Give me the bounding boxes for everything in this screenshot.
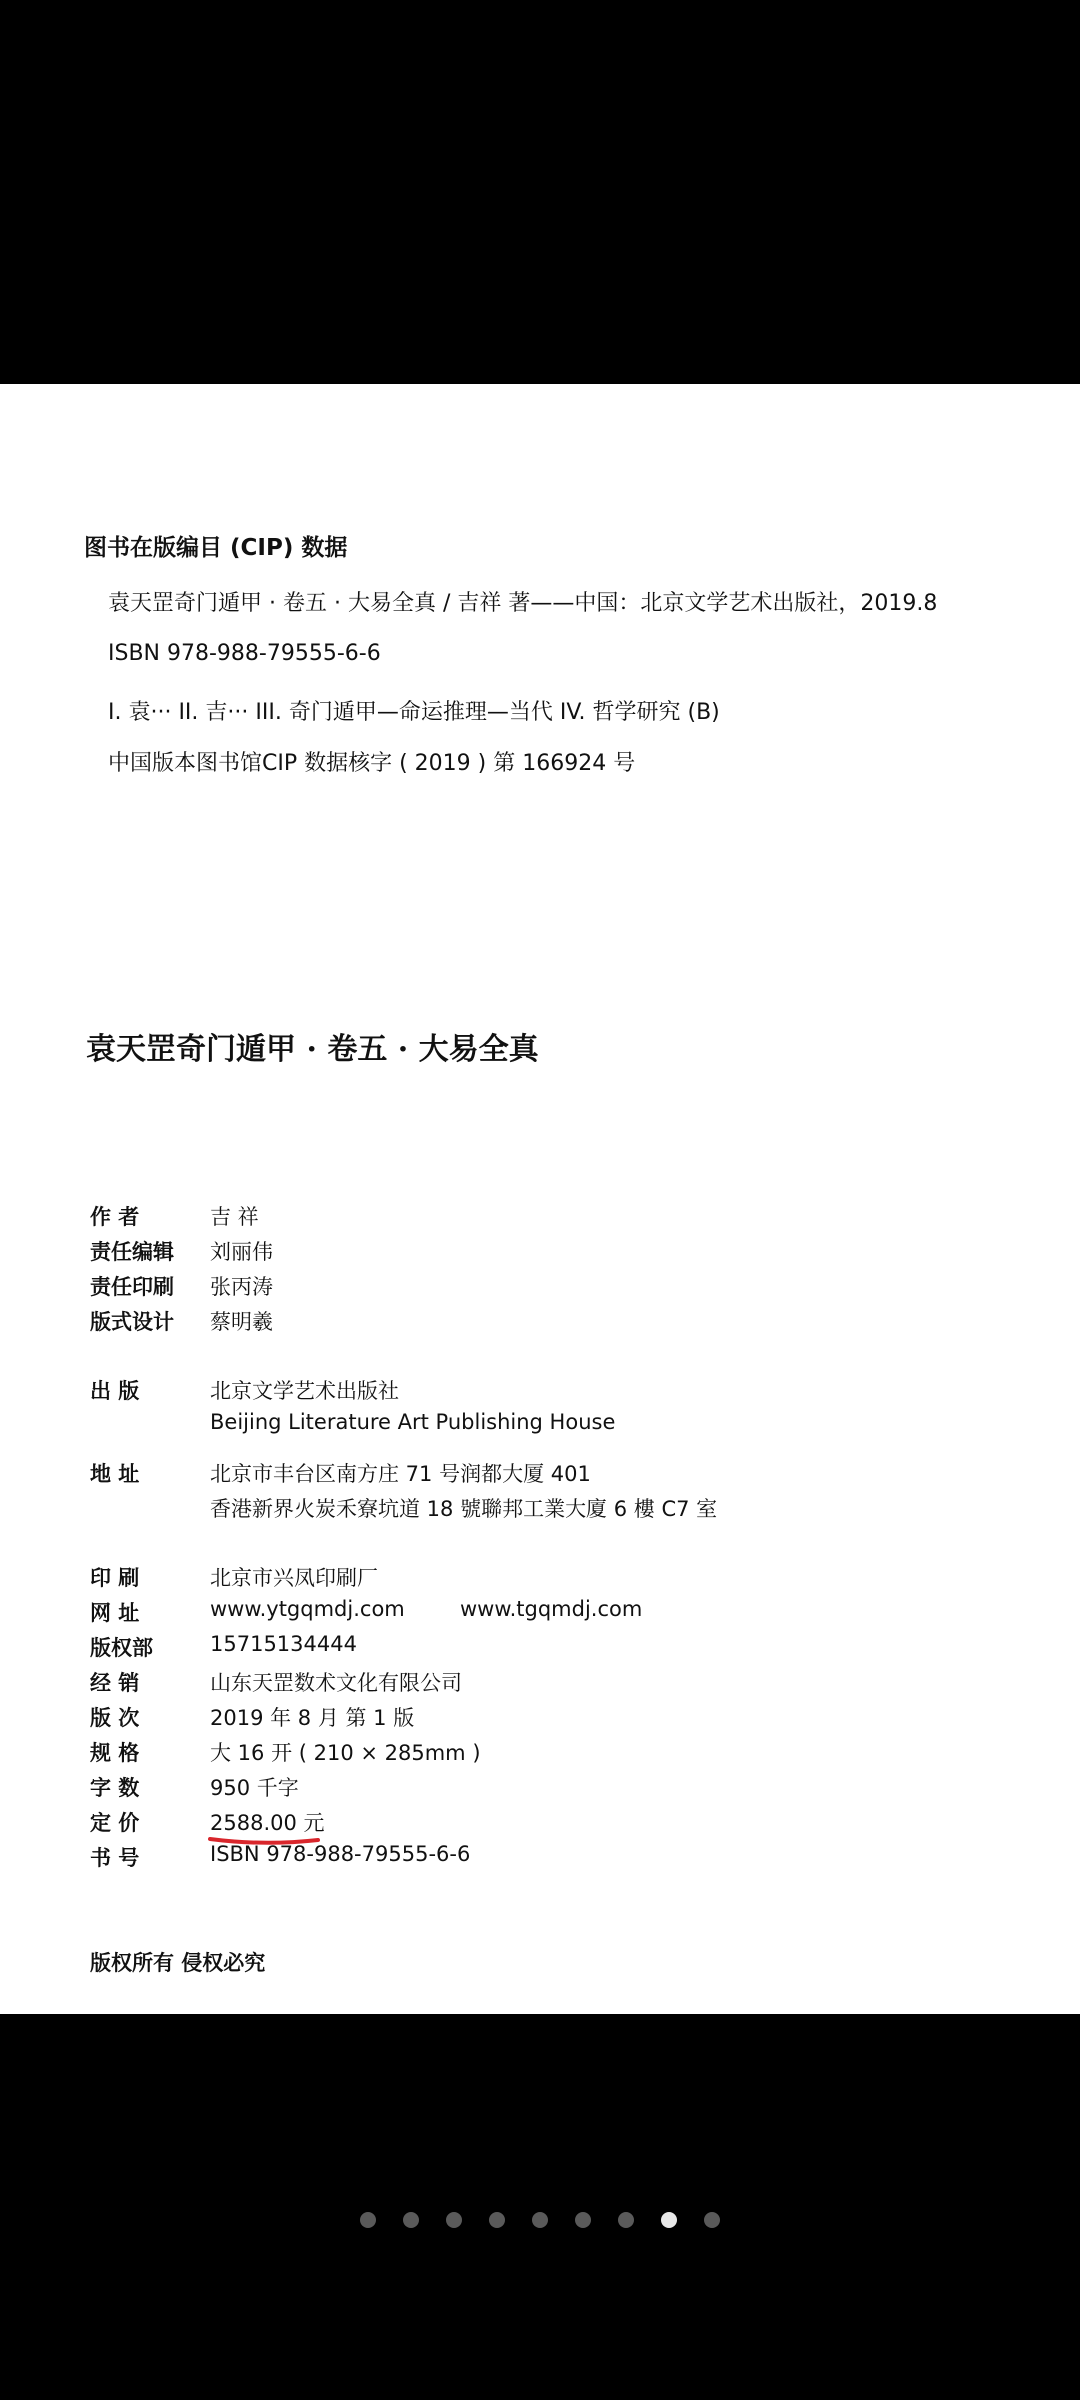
detail-value: 2019 年 8 月 第 1 版 <box>210 1706 415 1730</box>
cip-line-1: 袁天罡奇门遁甲 · 卷五 · 大易全真 / 吉祥 著——中国：北京文学艺术出版社，2019.8 <box>108 591 938 616</box>
credit-value: 刘丽伟 <box>210 1240 273 1264</box>
publisher-name-en: Beijing Literature Art Publishing House <box>210 1410 616 1434</box>
cip-line-3: I. 袁··· II. 吉··· III. 奇门遁甲—命运推理—当代 IV. 哲学研究 (B) <box>108 700 720 725</box>
page-dot-8-active[interactable] <box>661 2212 677 2228</box>
page-dot-4[interactable] <box>489 2212 505 2228</box>
detail-label: 网 址 <box>90 1601 140 1625</box>
price-value: 2588.00 元 <box>210 1811 325 1835</box>
credit-value: 张丙涛 <box>210 1275 273 1299</box>
page-dot-5[interactable] <box>532 2212 548 2228</box>
detail-value-2: www.tgqmdj.com <box>460 1597 643 1621</box>
publisher-name-cn: 北京文学艺术出版社 <box>210 1379 399 1403</box>
page-dot-9[interactable] <box>704 2212 720 2228</box>
detail-value: 15715134444 <box>210 1632 357 1656</box>
cip-title: 图书在版编目 (CIP) 数据 <box>84 535 348 561</box>
detail-label: 书 号 <box>90 1846 140 1870</box>
publisher-label: 出 版 <box>90 1379 140 1403</box>
address-line-2: 香港新界火炭禾寮坑道 18 號聯邦工業大廈 6 樓 C7 室 <box>210 1497 718 1521</box>
book-copyright-page <box>0 384 1080 2014</box>
address-line-1: 北京市丰台区南方庄 71 号润都大厦 401 <box>210 1462 591 1486</box>
detail-label: 规 格 <box>90 1741 140 1765</box>
credit-value: 蔡明羲 <box>210 1310 273 1334</box>
page-dot-6[interactable] <box>575 2212 591 2228</box>
cip-line-2: ISBN 978-988-79555-6-6 <box>108 641 381 666</box>
detail-value: 山东天罡数术文化有限公司 <box>210 1671 462 1695</box>
detail-label: 经 销 <box>90 1671 140 1695</box>
detail-label: 版 次 <box>90 1706 140 1730</box>
detail-label: 版权部 <box>90 1636 153 1660</box>
credit-label: 责任编辑 <box>90 1240 174 1264</box>
detail-label: 印 刷 <box>90 1566 140 1590</box>
rights-notice: 版权所有 侵权必究 <box>90 1950 266 1975</box>
detail-label: 字 数 <box>90 1776 140 1800</box>
detail-value: www.ytgqmdj.com <box>210 1597 405 1621</box>
detail-value: 大 16 开 ( 210 × 285mm ) <box>210 1741 481 1765</box>
credit-value: 吉 祥 <box>210 1205 259 1229</box>
detail-value: 950 千字 <box>210 1776 299 1800</box>
address-label: 地 址 <box>90 1462 140 1486</box>
page-dot-3[interactable] <box>446 2212 462 2228</box>
cip-line-4: 中国版本图书馆CIP 数据核字 ( 2019 ) 第 166924 号 <box>108 751 636 776</box>
page-dot-2[interactable] <box>403 2212 419 2228</box>
detail-label: 定 价 <box>90 1811 140 1835</box>
page-dot-7[interactable] <box>618 2212 634 2228</box>
credit-label: 责任印刷 <box>90 1275 174 1299</box>
detail-value: ISBN 978-988-79555-6-6 <box>210 1842 471 1866</box>
page-indicator[interactable] <box>0 2212 1080 2236</box>
book-title: 袁天罡奇门遁甲 · 卷五 · 大易全真 <box>86 1032 539 1067</box>
credit-label: 版式设计 <box>90 1310 174 1334</box>
page-dot-1[interactable] <box>360 2212 376 2228</box>
detail-value: 北京市兴凤印刷厂 <box>210 1566 378 1590</box>
credit-label: 作 者 <box>90 1205 140 1229</box>
